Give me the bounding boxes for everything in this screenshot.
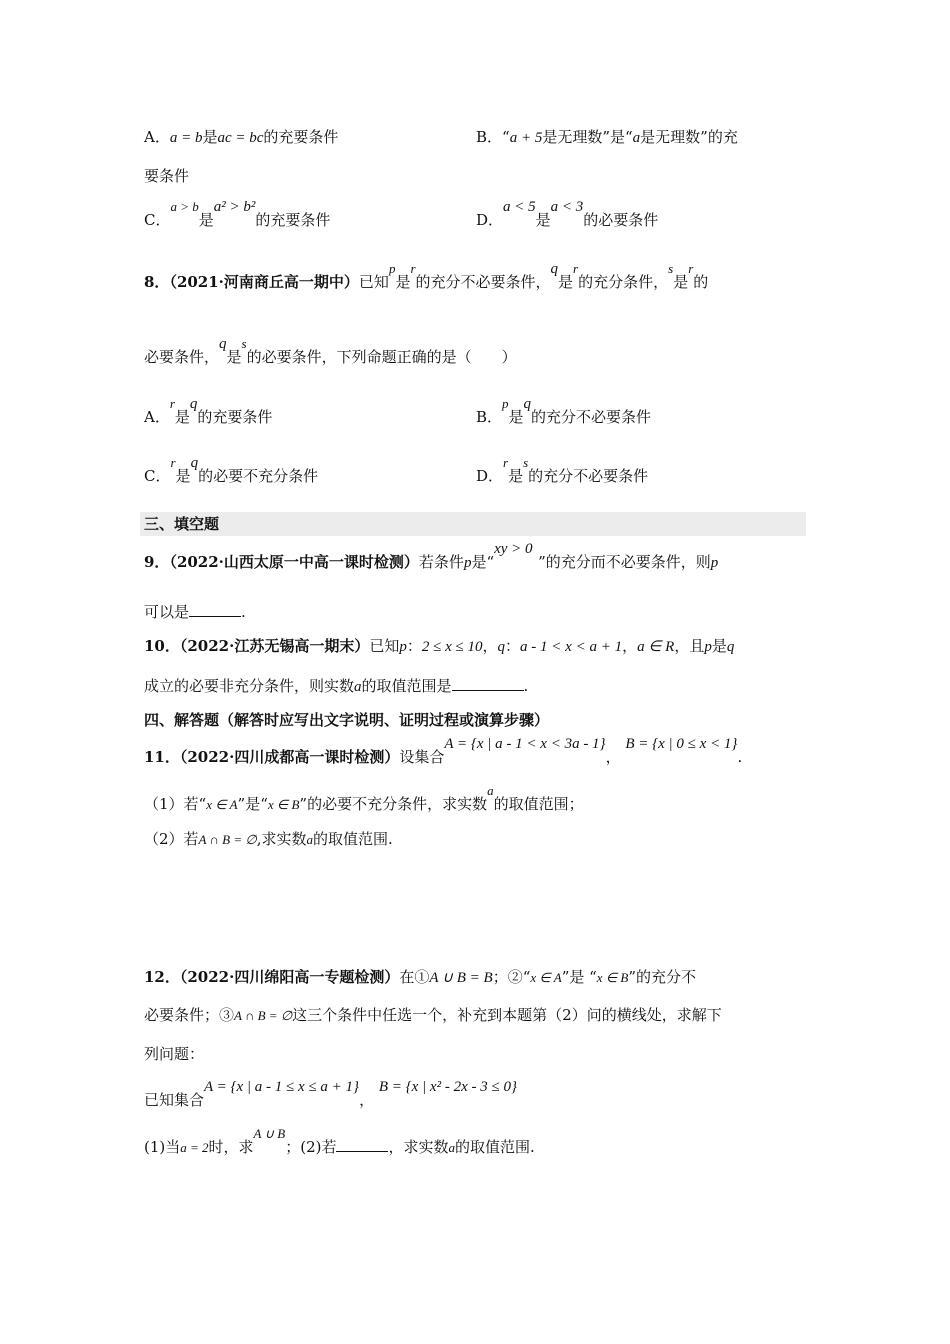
text: 的充分不必要条件，: [415, 273, 551, 291]
math-expr: xy > 0: [494, 541, 533, 557]
text: 的取值范围.: [312, 830, 393, 848]
text: 是: [508, 408, 524, 426]
math-var: s: [668, 261, 674, 276]
math-expr: a ∈ R: [637, 639, 675, 655]
math-var: p: [704, 639, 712, 655]
text: 是: [175, 467, 191, 485]
q8-option-a: [144, 396, 273, 428]
math-expr: x ∈ B: [596, 970, 629, 985]
option-label: D．: [476, 467, 504, 485]
math-expr: x ∈ B: [267, 797, 300, 812]
math-var: r: [503, 455, 509, 470]
math-expr: x ∈ A: [206, 797, 238, 812]
text: 已知: [358, 273, 389, 291]
math-expr: A ∪ B: [253, 1126, 286, 1141]
text: （1）若“: [144, 795, 207, 813]
question-source: （2022·四川绵阳高一专题检测）: [179, 968, 400, 986]
q7-option-b: [476, 127, 738, 148]
text: 是: [198, 211, 214, 229]
text: 已知集合: [144, 1091, 205, 1109]
q7-option-c: [144, 199, 331, 231]
text: ；(2)若: [285, 1138, 337, 1156]
q8-option-c: [144, 455, 319, 487]
answer-blank[interactable]: [189, 602, 241, 617]
text: 是: [558, 273, 574, 291]
math-var: r: [688, 261, 694, 276]
q12-parts: [144, 1126, 535, 1158]
question-source: （2021·河南商丘高一期中）: [169, 273, 359, 291]
text: ”的必要不充分条件，求实数: [299, 795, 488, 813]
math-expr: A = {x | a - 1 ≤ x ≤ a + 1}: [204, 1079, 360, 1095]
answer-blank[interactable]: [452, 676, 524, 691]
math-expr: B = {x | 0 ≤ x < 1}: [625, 736, 738, 752]
text: ，: [482, 637, 498, 655]
text: 已知: [369, 637, 400, 655]
option-label: C．: [144, 211, 171, 229]
q12-given-sets: [144, 1079, 517, 1111]
option-label: B．: [476, 408, 503, 426]
q12-stem-line1: [144, 967, 696, 988]
text: 的充分不必要条件: [531, 408, 652, 426]
math-expr: a = 2: [180, 1140, 209, 1155]
text: 是: [711, 637, 727, 655]
math-var: q: [726, 639, 735, 655]
text: 是无理数”的充: [640, 128, 738, 146]
option-label: A．: [144, 128, 170, 146]
text: 的必要条件: [583, 211, 659, 229]
q8-stem-line2: [144, 336, 517, 368]
text: 这三个条件中任选一个，补充到本题第（2）问的横线处，求解下: [292, 1006, 722, 1024]
text: 必要条件；③: [144, 1006, 235, 1024]
math-expr: A = {x | a - 1 < x < 3a - 1}: [444, 736, 606, 752]
math-var: p: [502, 396, 509, 411]
q12-stem-line2: [144, 1005, 722, 1026]
math-var: p: [399, 639, 407, 655]
question-source: （2022·山西太原一中高一课时检测）: [169, 553, 419, 571]
math-var: q: [219, 336, 227, 352]
math-var: r: [169, 396, 175, 411]
text: (1)当: [144, 1138, 181, 1156]
text: 的取值范围.: [454, 1138, 535, 1156]
math-expr: a - 1 < x < a + 1: [520, 639, 623, 655]
math-var: a: [354, 679, 362, 695]
math-var: p: [388, 261, 396, 276]
option-label: D．: [476, 211, 504, 229]
q11-part2: [144, 829, 393, 850]
answer-blank[interactable]: [336, 1137, 388, 1152]
q9-stem: [144, 541, 719, 573]
option-label: B．: [476, 128, 503, 146]
math-expr: B = {x | x² - 2x - 3 ≤ 0}: [378, 1079, 517, 1095]
text: 的必要不充分条件: [198, 467, 319, 485]
text: 的取值范围；: [493, 795, 584, 813]
text: 时，求: [208, 1138, 254, 1156]
text: “: [502, 128, 510, 146]
q11-stem: [144, 736, 743, 768]
section-heading-fill-in: 三、填空题: [140, 512, 806, 536]
question-number: 12．: [144, 968, 180, 986]
q7-option-a: [144, 127, 338, 148]
math-expr: ac = bc: [217, 130, 264, 146]
math-expr: A ∪ B = B: [429, 970, 493, 986]
text: 成立的必要非充分条件，则实数: [144, 677, 355, 695]
math-var: s: [241, 336, 247, 351]
text: 是: [395, 273, 411, 291]
text: ”的充分不: [628, 968, 697, 986]
q8-stem-line1: [144, 261, 709, 293]
math-var: p: [463, 555, 472, 571]
text: ，求实数: [388, 1138, 449, 1156]
text: 是: [673, 273, 689, 291]
q8-option-d: [476, 455, 649, 487]
text: ，: [605, 748, 621, 766]
text: 是: [535, 211, 551, 229]
math-var: r: [170, 455, 176, 470]
q8-option-b: [476, 396, 652, 428]
text: 是: [226, 348, 242, 366]
text: 的必要条件，下列命题正确的是（ ）: [246, 348, 517, 366]
q10-stem: [144, 636, 734, 657]
text: 是“: [471, 553, 495, 571]
text: 的充分条件，: [578, 273, 669, 291]
text: ：: [406, 637, 422, 655]
question-source: （2022·四川成都高一课时检测）: [179, 748, 400, 766]
text: 的取值范围是: [361, 677, 452, 695]
q11-part1: [144, 783, 584, 815]
text: .: [241, 603, 246, 621]
math-expr: a < 3: [550, 199, 584, 215]
question-number: 8．: [144, 273, 170, 291]
text: 的充要条件: [263, 128, 339, 146]
option-label: C．: [144, 467, 171, 485]
math-var: q: [523, 396, 532, 412]
text: ，: [359, 1091, 375, 1109]
math-expr: 2 ≤ x ≤ 10: [421, 639, 483, 655]
math-expr: a = b: [169, 130, 203, 146]
math-var: r: [573, 261, 579, 276]
math-expr: x ∈ A: [530, 970, 562, 985]
q7-option-b-cont: 要条件: [144, 167, 190, 185]
text: ”是“: [237, 795, 268, 813]
q10-stem-cont: [144, 676, 528, 697]
text: ，: [622, 637, 638, 655]
q9-stem-cont: [144, 602, 246, 622]
text: .: [523, 677, 529, 695]
math-var: a: [448, 1140, 455, 1155]
text: 在①: [399, 968, 430, 986]
math-var: p: [710, 555, 719, 571]
math-var: q: [190, 455, 199, 471]
math-expr: a > b: [170, 199, 199, 214]
text: ：: [505, 637, 521, 655]
text: .: [737, 748, 743, 766]
text: 必要条件，: [144, 348, 220, 366]
text: 的充要条件: [255, 211, 331, 229]
question-number: 11．: [144, 748, 180, 766]
math-var: r: [410, 261, 416, 276]
question-number: 9．: [144, 553, 170, 571]
math-expr: a: [632, 130, 641, 146]
math-expr: A ∩ B = ∅: [198, 832, 257, 847]
text: ，且: [674, 637, 705, 655]
question-number: 10．: [144, 637, 180, 655]
text: 设集合: [399, 748, 445, 766]
text: 是: [174, 408, 190, 426]
text: 是: [202, 128, 218, 146]
text: 可以是: [144, 603, 190, 621]
option-label: A．: [144, 408, 170, 426]
math-var: s: [523, 455, 529, 470]
question-source: （2022·江苏无锡高一期末）: [179, 637, 370, 655]
math-var: q: [497, 639, 506, 655]
text: 若条件: [418, 553, 464, 571]
text: 是无理数”是“: [542, 128, 633, 146]
text: ”的充分而不必要条件，则: [538, 553, 711, 571]
math-var: a: [487, 783, 494, 798]
text: （2）若: [144, 830, 199, 848]
text: ”是 “: [561, 968, 597, 986]
math-var: q: [189, 396, 198, 412]
text: 是: [508, 467, 524, 485]
section-heading-solutions: 四、解答题（解答时应写出文字说明、证明过程或演算步骤）: [144, 711, 550, 729]
q7-option-d: [476, 199, 659, 231]
q12-stem-line3: 列问题：: [144, 1045, 205, 1063]
text: 的充分不必要条件: [528, 467, 649, 485]
math-expr: a + 5: [509, 130, 543, 146]
math-var: q: [550, 261, 559, 277]
math-var: a: [306, 832, 313, 847]
math-expr: a < 5: [503, 199, 536, 215]
text: 的充要条件: [197, 408, 273, 426]
math-expr: A ∩ B = ∅: [234, 1008, 293, 1023]
math-expr: a² > b²: [213, 199, 256, 215]
text: ；②“: [492, 968, 531, 986]
text: ,求实数: [256, 830, 307, 848]
text: 的: [693, 273, 709, 291]
